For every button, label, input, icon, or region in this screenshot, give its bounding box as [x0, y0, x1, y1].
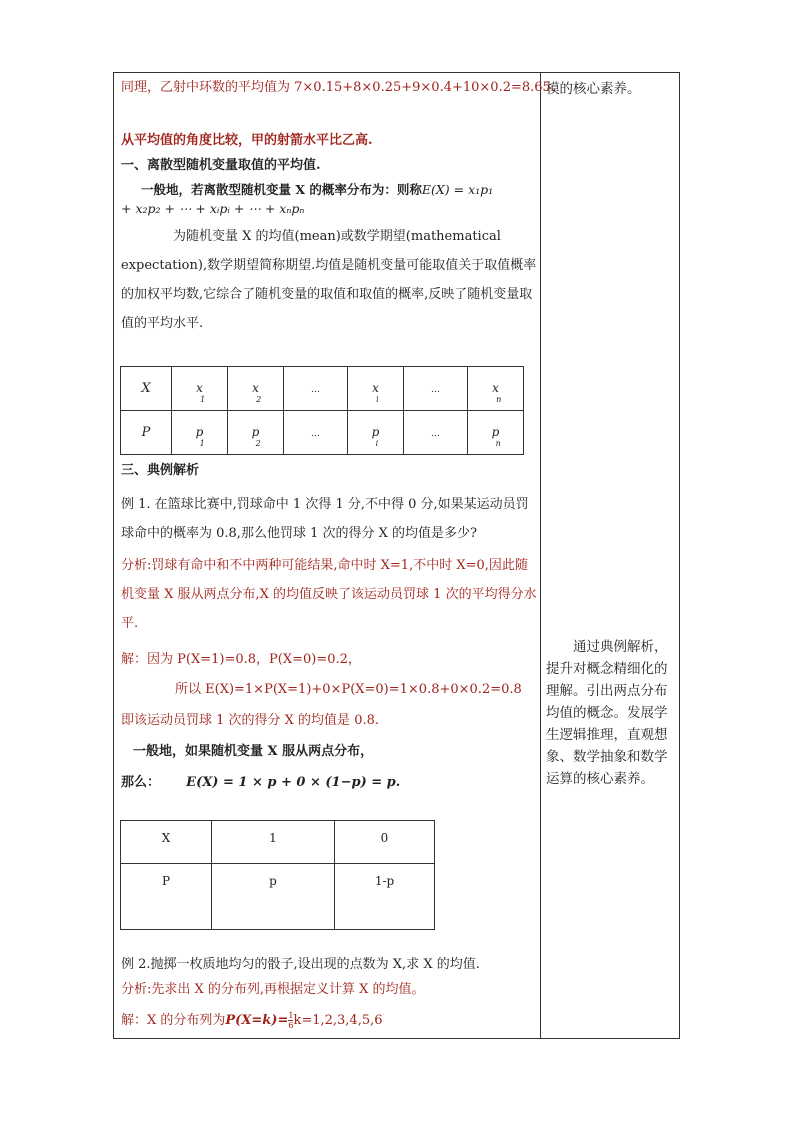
right-mid-note: 通过典例解析，提升对概念精细化的理解。引出两点分布均值的概念。发展学生逻辑推理，直观想象、数学抽象和数学运算的核心素养。 [546, 639, 668, 787]
conclusion-line: 从平均值的角度比较，甲的射箭水平比乙高. [121, 133, 373, 148]
table-header-cell: X [121, 367, 172, 411]
two-point-formula [121, 775, 400, 791]
table-cell: x i [348, 367, 404, 411]
table-cell: … [284, 411, 348, 455]
table-cell: p 2 [228, 411, 284, 455]
table-cell: X [121, 821, 212, 864]
section1-heading: 一、离散型随机变量取值的平均值. [121, 158, 321, 173]
column-divider [540, 72, 541, 1039]
right-top-note: 模的核心素养。 [546, 81, 641, 97]
example1-analysis: 分析:罚球有命中和不中两种可能结果,命中时 X=1,不中时 X=0,因此随机变量 X 服从两点分布,X 的均值反映了该运动员罚球 1 次的平均得分水平. [121, 558, 537, 631]
table-cell: p [212, 864, 335, 930]
table-cell: p n [468, 411, 524, 455]
definition-prefix [141, 182, 493, 198]
example2-solution [121, 1011, 383, 1030]
intro-line: 同理，乙射中环数的平均值为 7×0.15+8×0.25+9×0.4+10×0.2=8.65. [121, 80, 555, 95]
table-cell: P [121, 864, 212, 930]
solution-suffix: k=1,2,3,4,5,6 [293, 1013, 383, 1028]
table-cell: p i [348, 411, 404, 455]
table-cell: 0 [335, 821, 435, 864]
table-header-cell: P [121, 411, 172, 455]
table-cell: p 1 [172, 411, 228, 455]
table-cell: 1 [212, 821, 335, 864]
table-row-x [121, 367, 524, 411]
table-cell: x n [468, 367, 524, 411]
table-cell: … [404, 367, 468, 411]
table-cell: … [284, 367, 348, 411]
solution1-line1: 解：因为 P(X=1)=0.8，P(X=0)=0.2， [121, 652, 361, 667]
fraction: $\frac{1}{6}$ [288, 1011, 294, 1030]
table-cell: … [404, 411, 468, 455]
expectation-formula: E(X) = 1 × p + 0 × (1−p) = p. [186, 775, 401, 790]
solution-prefix: 解：X 的分布列为 [121, 1013, 226, 1028]
then-label: 那么： [121, 775, 161, 790]
example2-analysis: 分析:先求出 X 的分布列,再根据定义计算 X 的均值。 [121, 982, 425, 997]
table-cell: x 2 [228, 367, 284, 411]
table-cell: 1-p [335, 864, 435, 930]
solution1-line3: 即该运动员罚球 1 次的得分 X 的均值是 0.8. [121, 713, 379, 728]
example1-text: 例 1. 在篮球比赛中,罚球命中 1 次得 1 分,不中得 0 分,如果某运动员罚球命中的概率为 0.8,那么他罚球 1 次的得分 X 的均值是多少? [121, 497, 529, 541]
definition-explanation: 为随机变量 X 的均值(mean)或数学期望(mathematical expectation),数学期望简称期望.均值是随机变量可能取值关于取值概率的加权平均数,它综合了随机变量的取值和取值的概率,反映了随机变量取值的平均水平. [121, 229, 537, 331]
distribution-table [120, 366, 524, 455]
definition-formula-b: + x₂p₂ + ⋯ + xᵢpᵢ + ⋯ + xₙpₙ [121, 201, 305, 216]
definition-formula-a: E(X) = x₁p₁ [421, 182, 494, 197]
table-row-p [121, 411, 524, 455]
example2-text: 例 2.抛掷一枚质地均匀的骰子,设出现的点数为 X,求 X 的均值. [121, 957, 480, 972]
solution1-line2: 所以 E(X)=1×P(X=1)+0×P(X=0)=1×0.8+0×0.2=0.8 [175, 682, 522, 697]
two-point-table [120, 820, 435, 930]
table-row [121, 864, 435, 930]
two-point-intro: 一般地，如果随机变量 X 服从两点分布， [133, 744, 374, 759]
solution-prob: P(X=k)= [225, 1013, 289, 1028]
section3-heading: 三、典例解析 [121, 463, 200, 478]
table-row [121, 821, 435, 864]
definition-text: 一般地，若离散型随机变量 X 的概率分布为：则称 [141, 182, 422, 197]
table-cell: x 1 [172, 367, 228, 411]
